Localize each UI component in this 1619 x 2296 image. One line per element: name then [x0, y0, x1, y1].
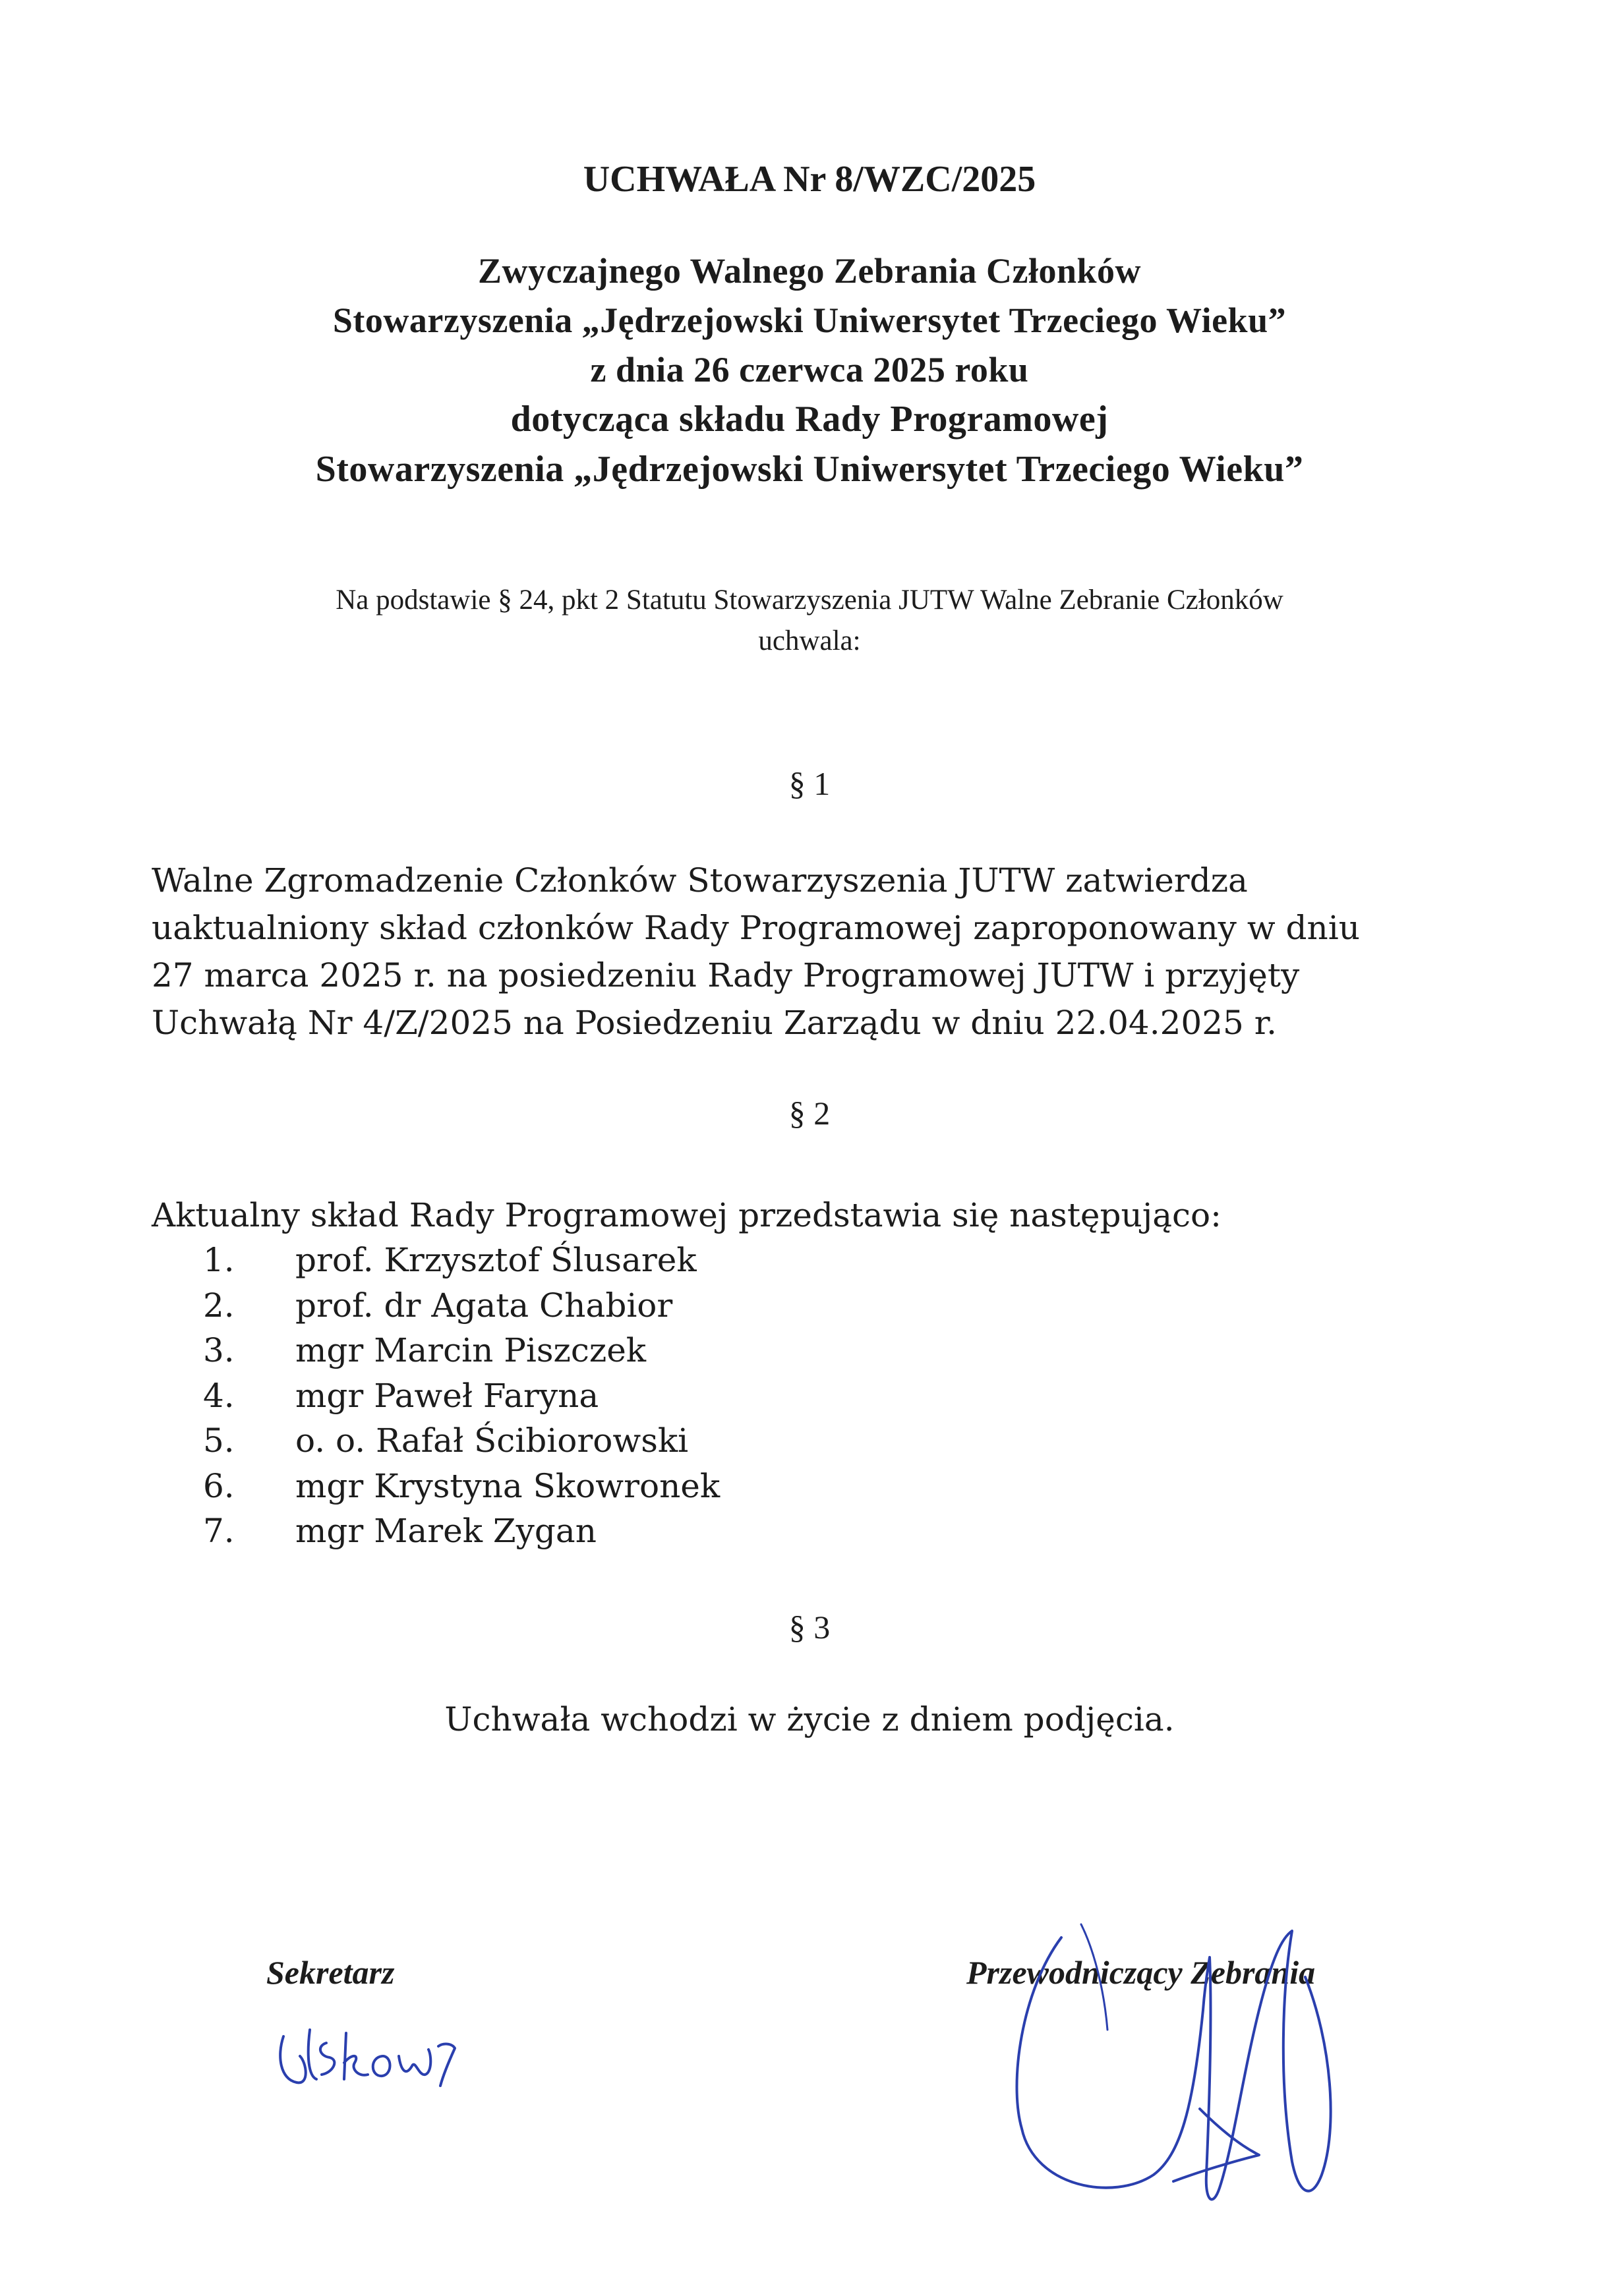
list-item	[198, 1328, 720, 1373]
section-1-line: uaktualniony skład członków Rady Programowej zaproponowany w dniu	[152, 909, 1360, 947]
list-item	[198, 1418, 720, 1464]
list-item	[198, 1464, 720, 1509]
section-1-line: Uchwałą Nr 4/Z/2025 na Posiedzeniu Zarządu w dniu 22.04.2025 r.	[152, 1004, 1278, 1042]
list-item-number: 3.	[203, 1331, 235, 1369]
section-1-line: Walne Zgromadzenie Członków Stowarzyszenia JUTW zatwierdza	[152, 861, 1248, 900]
list-item	[198, 1373, 720, 1419]
list-item-number: 5.	[203, 1421, 235, 1460]
section-2-intro: Aktualny skład Rady Programowej przedstawia się następująco:	[152, 1196, 1222, 1234]
list-item-number: 6.	[203, 1466, 235, 1505]
member-name: mgr Krystyna Skowronek	[295, 1466, 721, 1505]
list-item	[198, 1508, 720, 1554]
section-3-text: Uchwała wchodzi w życie z dniem podjęcia.	[444, 1700, 1175, 1738]
header-line-1: Zwyczajnego Walnego Zebrania Członków	[477, 251, 1142, 291]
legal-basis-line-1: Na podstawie § 24, pkt 2 Statutu Stowarzyszenia JUTW Walne Zebranie Członków	[336, 585, 1283, 616]
list-item-number: 1.	[203, 1241, 235, 1279]
section-1-line: 27 marca 2025 r. na posiedzeniu Rady Programowej JUTW i przyjęty	[152, 956, 1300, 994]
section-3-mark: § 3	[788, 1609, 831, 1646]
list-item	[198, 1283, 720, 1329]
council-member-list	[198, 1238, 720, 1554]
list-item	[198, 1238, 720, 1283]
resolution-number: UCHWAŁA Nr 8/WZC/2025	[583, 159, 1036, 200]
member-name: prof. Krzysztof Ślusarek	[295, 1241, 697, 1279]
section-2-mark: § 2	[788, 1095, 831, 1132]
header-line-5: Stowarzyszenia „Jędrzejowski Uniwersytet Trzeciego Wieku”	[315, 449, 1304, 490]
header-line-2: Stowarzyszenia „Jędrzejowski Uniwersytet Trzeciego Wieku”	[332, 301, 1287, 340]
list-item-number: 2.	[203, 1286, 235, 1325]
secretary-label: Sekretarz	[266, 1954, 395, 1991]
chairperson-signature	[982, 1911, 1351, 2221]
chairperson-label: Przewodniczący Zebrania	[966, 1954, 1316, 1991]
member-name: mgr Marek Zygan	[295, 1512, 597, 1550]
section-1-mark: § 1	[788, 765, 831, 802]
member-name: prof. dr Agata Chabior	[295, 1286, 673, 1325]
header-line-4: dotycząca składu Rady Programowej	[510, 399, 1109, 440]
header-line-3: z dnia 26 czerwca 2025 roku	[590, 350, 1029, 389]
list-item-number: 7.	[203, 1512, 235, 1550]
legal-basis-line-2: uchwala:	[758, 625, 861, 656]
list-item-number: 4.	[203, 1376, 235, 1415]
section-1-text	[152, 857, 1536, 1047]
member-name: o. o. Rafał Ścibiorowski	[295, 1421, 689, 1460]
member-name: mgr Paweł Faryna	[295, 1376, 599, 1415]
member-name: mgr Marcin Piszczek	[295, 1331, 647, 1369]
secretary-signature	[270, 2017, 468, 2096]
